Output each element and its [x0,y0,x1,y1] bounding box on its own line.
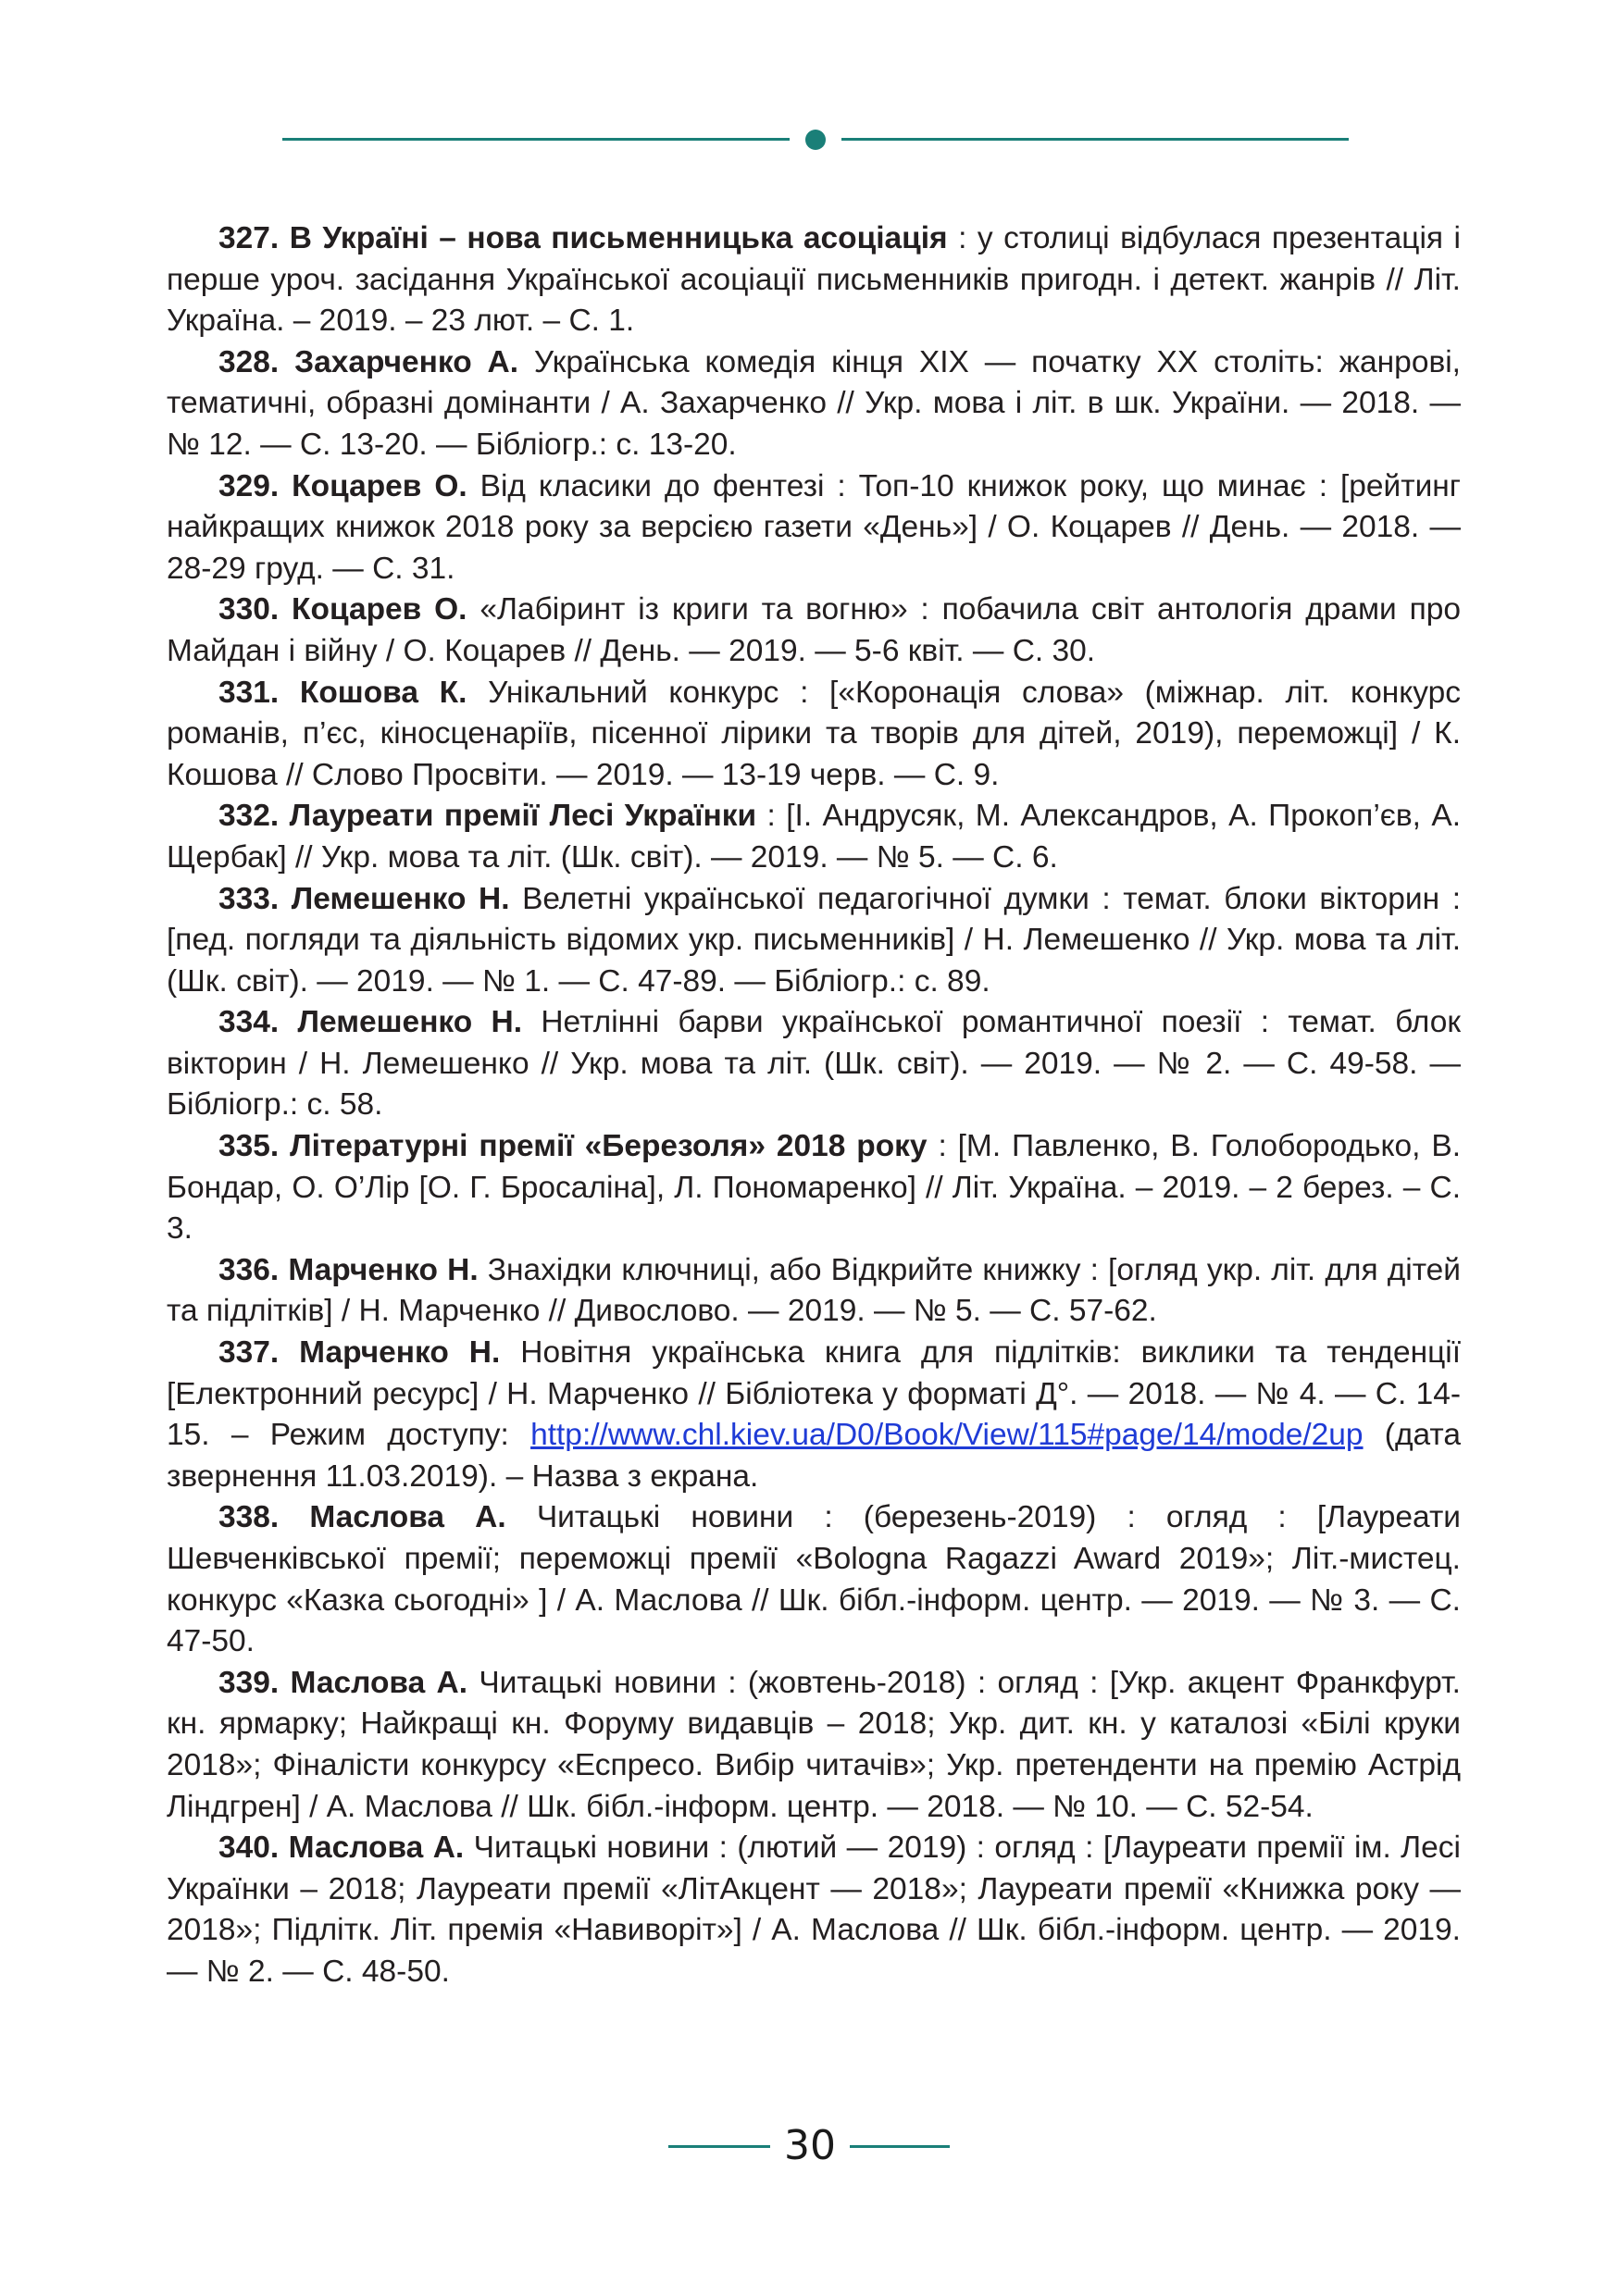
entry-number: 327. [218,221,280,255]
entry-author: Коцарев О. [292,468,467,503]
bibliography-entry [167,1250,1461,1333]
entry-text: Новітня українська книга для підлітків: виклики та тенденції [Електронний ресурс] / Н. Марченко // Бібліотека у форматі Д°. — 2018. — № 4. — С. 14-15. – Режим доступу: [167,1335,1462,1453]
entry-author: Кошова К. [299,675,467,710]
bibliography-entry [167,1828,1461,1992]
entry-number: 339. [218,1665,280,1700]
bibliography-entry [167,1497,1461,1662]
entry-author: Лемешенко Н. [291,881,510,916]
entry-author: Марченко Н. [299,1335,501,1371]
bibliography-entry [167,590,1461,672]
entry-number: 337. [218,1335,280,1371]
entry-text: Унікальний конкурс : [«Коронація слова» (міжнар. літ. конкурс романів, п’єс, кіносценаріїв, пісенної лірики та творів для дітей, 2019), переможці] / К. Кошова // Слово Просвіти. — 2019. — 13-19 черв. — С. 9. [167,675,1462,792]
entry-number: 329. [218,468,280,503]
entry-number: 340. [218,1831,280,1866]
entry-text-after: (дата звернення 11.03.2019). – Назва з екрана. [167,1418,1461,1494]
bibliography-entry [167,673,1461,797]
entry-text: Українська комедія кінця XIX — початку XX століть: жанрові, тематичні, образні домінанти / А. Захарченко // Укр. мова і літ. в шк. України. — 2018. — № 12. — С. 13-20. — Бібліогр.: с. 13-20. [167,344,1461,462]
entry-title: Лауреати премії Лесі Українки [289,799,757,834]
ornament-dot [805,130,826,150]
entry-number: 336. [218,1252,280,1287]
bibliography-entry [167,1002,1461,1126]
bibliography-entry [167,466,1461,590]
bibliography-entry [167,796,1461,878]
entry-text: : [І. Андрусяк, М. Александров, А. Прокоп’єв, А. Щербак] // Укр. мова та літ. (Шк. світ). — 2019. — № 5. — С. 6. [167,799,1461,875]
entry-number: 338. [218,1500,280,1535]
entry-author: Маслова А. [309,1500,506,1535]
entry-number: 328. [218,344,280,379]
ornament-line-left [282,138,790,141]
entry-number: 334. [218,1005,280,1040]
entry-number: 332. [218,799,280,834]
entry-number: 330. [218,592,280,627]
page-footer [668,2121,950,2171]
entry-text: Читацькі новини : (лютий — 2019) : огляд : [Лауреати премії ім. Лесі Українки – 2018; Лауреати премії «ЛітАкцент — 2018»; Лауреати премії «Книжка року — 2018»; Підлітк. Літ. премія «Навиворіт»] / А. Маслова // Шк. бібл.-інформ. центр. — 2019. — № 2. — С. 48-50. [167,1831,1461,1989]
entry-text: Читацькі новини : (жовтень-2018) : огляд : [Укр. акцент Франкфурт. кн. ярмарку; Найкращі кн. Форуму видавців – 2018; Укр. дит. кн. у каталозі «Білі круки 2018»; Фіналісти конкурсу «Еспресо. Вибір читачів»; Укр. претенденти на премію Астрід Ліндгрен] / А. Маслова // Шк. бібл.-інформ. центр. — 2018. — № 10. — С. 52-54. [167,1665,1461,1824]
top-ornament [282,130,1349,150]
ornament-line-right [841,138,1349,141]
entry-title: Літературні премії «Березоля» 2018 року [290,1129,928,1164]
bibliography-entry [167,1126,1461,1250]
entry-link[interactable]: http://www.chl.kiev.ua/D0/Book/View/115#page/14/mode/2up [530,1418,1364,1453]
entry-number: 331. [218,675,280,710]
bibliography-list [167,218,1461,1993]
entry-text: : [М. Павленко, В. Голобородько, В. Бондар, О. О’Лір [О. Г. Бросаліна], Л. Пономаренко] // Літ. Україна. – 2019. – 2 берез. – С. 3. [167,1129,1461,1247]
bibliography-entry [167,1333,1461,1497]
entry-text: : у столиці відбулася презентація і перше уроч. засідання Української асоціації письменників пригодн. і детект. жанрів // Літ. Україна. – 2019. – 23 лют. – С. 1. [167,221,1461,339]
bibliography-entry [167,879,1461,1003]
entry-author: Лемешенко Н. [297,1005,523,1040]
entry-text: Нетлінні барви української романтичної поезії : темат. блок вікторин / Н. Лемешенко // Укр. мова та літ. (Шк. світ). — 2019. — № 2. — С. 49-58. — Бібліогр.: с. 58. [167,1005,1461,1123]
bibliography-entry [167,1663,1461,1828]
entry-text: Від класики до фентезі : Топ-10 книжок року, що минає : [рейтинг найкращих книжок 2018 року за версією газети «День»] / О. Коцарев // День. — 2018. — 28-29 груд. — С. 31. [167,468,1461,586]
entry-author: Марченко Н. [288,1252,479,1287]
entry-text: «Лабіринт із криги та вогню» : побачила світ антологія драми про Майдан і війну / О. Коцарев // День. — 2019. — 5-6 квіт. — С. 30. [167,592,1461,668]
entry-text: Велетні української педагогічної думки : темат. блоки вікторин : [пед. погляди та діяльність відомих укр. письменників] / Н. Лемешенко // Укр. мова та літ. (Шк. світ). — 2019. — № 1. — С. 47-89. — Бібліогр.: с. 89. [167,881,1461,999]
entry-title: В Україні – нова письменницька асоціація [289,221,948,255]
bibliography-entry [167,218,1461,342]
entry-number: 333. [218,881,280,916]
entry-author: Захарченко А. [294,344,519,379]
entry-text: Читацькі новини : (березень-2019) : огляд : [Лауреати Шевченківської премії; переможці премії «Bologna Ragazzi Award 2019»; Літ.-мистец. конкурс «Казка сьогодні» ] / А. Маслова // Шк. бібл.-інформ. центр. — 2019. — № 3. — С. 47-50. [167,1500,1461,1659]
footer-line-right [850,2145,950,2148]
page-number: 30 [784,2122,836,2169]
footer-line-left [668,2145,770,2148]
bibliography-entry [167,342,1461,466]
entry-author: Коцарев О. [292,592,467,627]
entry-text: Знахідки ключниці, або Відкрийте книжку : [огляд укр. літ. для дітей та підлітків] / Н. Марченко // Дивослово. — 2019. — № 5. — С. 57-62. [167,1252,1462,1329]
entry-number: 335. [218,1129,280,1164]
entry-author: Маслова А. [288,1831,465,1866]
entry-author: Маслова А. [290,1665,468,1700]
